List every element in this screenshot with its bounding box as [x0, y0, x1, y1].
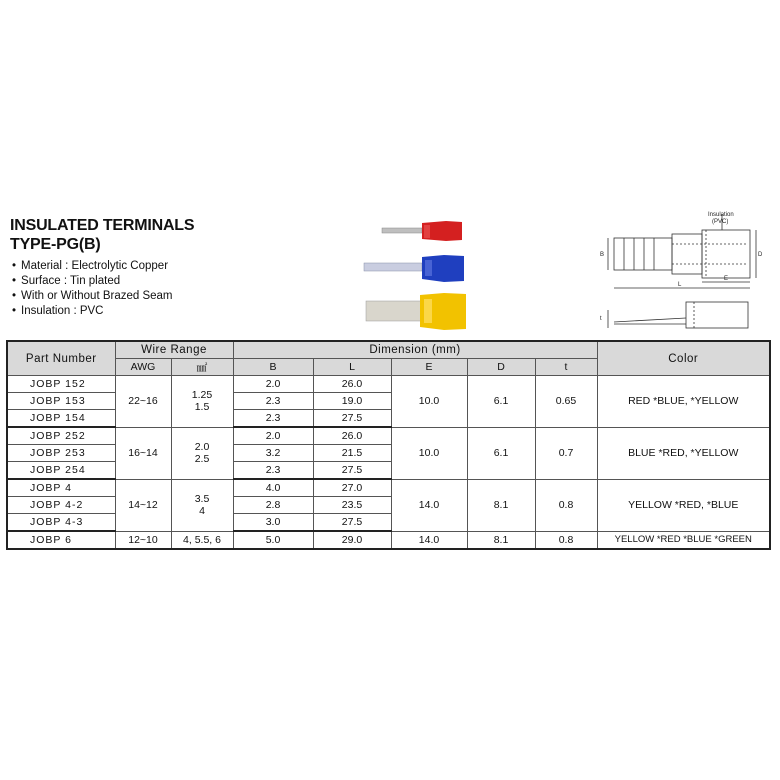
- table-row: [7, 479, 770, 497]
- terminal-photo: [358, 213, 478, 343]
- b-cell: 4.0: [233, 479, 313, 497]
- header-e: E: [391, 359, 467, 376]
- l-cell: 23.5: [313, 497, 391, 514]
- table-row: [7, 531, 770, 549]
- l-cell: 26.0: [313, 427, 391, 445]
- dim-l-label: L: [678, 282, 682, 288]
- mm2-value: 1.25: [191, 389, 213, 402]
- mm2-cell: [171, 376, 233, 428]
- mm2-value: 3.5: [194, 493, 210, 505]
- spec-list: [12, 259, 173, 319]
- d-cell: 6.1: [467, 427, 535, 479]
- awg-cell: 14~12: [115, 479, 171, 531]
- header-l: L: [313, 359, 391, 376]
- part-number-cell: JOBP 4-3: [7, 514, 115, 532]
- product-title-line2: TYPE-PG(B): [10, 236, 101, 253]
- b-cell: 3.0: [233, 514, 313, 532]
- table-row: [7, 427, 770, 445]
- dimension-drawing: [596, 210, 766, 330]
- mm2-cell: [171, 479, 233, 531]
- part-number-cell: JOBP 154: [7, 410, 115, 428]
- spec-item: • With or Without Brazed Seam: [12, 289, 173, 304]
- b-cell: 2.3: [233, 393, 313, 410]
- b-cell: 2.3: [233, 462, 313, 480]
- part-number-cell: JOBP 254: [7, 462, 115, 480]
- spec-item: • Insulation : PVC: [12, 304, 173, 319]
- blue-terminal-image: [364, 255, 464, 282]
- b-cell: 2.0: [233, 376, 313, 393]
- awg-cell: 12~10: [115, 531, 171, 549]
- l-cell: 21.5: [313, 445, 391, 462]
- insulation-sub-label: (PVC): [712, 219, 729, 225]
- mm2-value: 2.0: [194, 441, 210, 453]
- d-cell: 8.1: [467, 479, 535, 531]
- l-cell: 29.0: [313, 531, 391, 549]
- header-dimension: Dimension (mm): [233, 341, 597, 359]
- dim-d-label: D: [758, 252, 763, 258]
- part-number-cell: JOBP 4-2: [7, 497, 115, 514]
- t-cell: 0.65: [535, 376, 597, 428]
- color-cell: BLUE *RED, *YELLOW: [597, 427, 770, 479]
- e-cell: 14.0: [391, 531, 467, 549]
- product-title-line1: INSULATED TERMINALS: [10, 217, 195, 234]
- mm2-cell: 4, 5.5, 6: [171, 531, 233, 549]
- dim-b-label: B: [600, 252, 605, 258]
- mm2-value: 4: [199, 505, 205, 517]
- header-mm2: ㎟: [171, 359, 233, 376]
- b-cell: 2.0: [233, 427, 313, 445]
- d-cell: 6.1: [467, 376, 535, 428]
- mm2-cell: [171, 427, 233, 479]
- t-cell: 0.8: [535, 531, 597, 549]
- header-wire-range: Wire Range: [115, 341, 233, 359]
- part-number-cell: JOBP 252: [7, 427, 115, 445]
- dim-e-label: E: [724, 276, 729, 282]
- l-cell: 19.0: [313, 393, 391, 410]
- part-number-cell: JOBP 253: [7, 445, 115, 462]
- l-cell: 27.5: [313, 410, 391, 428]
- t-cell: 0.7: [535, 427, 597, 479]
- header-d: D: [467, 359, 535, 376]
- l-cell: 27.5: [313, 514, 391, 532]
- header-t: t: [535, 359, 597, 376]
- l-cell: 26.0: [313, 376, 391, 393]
- insulation-label: Insulation: [708, 212, 734, 218]
- header-b: B: [233, 359, 313, 376]
- t-cell: 0.8: [535, 479, 597, 531]
- awg-cell: 16~14: [115, 427, 171, 479]
- header-awg: AWG: [115, 359, 171, 376]
- table-row: [7, 376, 770, 393]
- header-color: Color: [597, 341, 770, 376]
- e-cell: 10.0: [391, 376, 467, 428]
- e-cell: 14.0: [391, 479, 467, 531]
- part-number-cell: JOBP 153: [7, 393, 115, 410]
- b-cell: 3.2: [233, 445, 313, 462]
- color-cell: YELLOW *RED, *BLUE: [597, 479, 770, 531]
- e-cell: 10.0: [391, 427, 467, 479]
- red-terminal-image: [382, 221, 462, 241]
- mm2-value: 2.5: [194, 453, 210, 465]
- header-part-number: Part Number: [7, 341, 115, 376]
- l-cell: 27.5: [313, 462, 391, 480]
- part-number-cell: JOBP 6: [7, 531, 115, 549]
- color-cell: YELLOW *RED *BLUE *GREEN: [597, 531, 770, 549]
- spec-item: • Material : Electrolytic Copper: [12, 259, 173, 274]
- color-cell: RED *BLUE, *YELLOW: [597, 376, 770, 428]
- yellow-terminal-image: [366, 293, 466, 330]
- b-cell: 2.8: [233, 497, 313, 514]
- part-number-cell: JOBP 152: [7, 376, 115, 393]
- mm2-value: 1.5: [194, 401, 210, 414]
- b-cell: 2.3: [233, 410, 313, 428]
- b-cell: 5.0: [233, 531, 313, 549]
- part-number-cell: JOBP 4: [7, 479, 115, 497]
- l-cell: 27.0: [313, 479, 391, 497]
- spec-table: [6, 340, 771, 550]
- d-cell: 8.1: [467, 531, 535, 549]
- spec-item: • Surface : Tin plated: [12, 274, 173, 289]
- awg-cell: 22~16: [115, 376, 171, 428]
- dim-t-label: t: [600, 316, 602, 322]
